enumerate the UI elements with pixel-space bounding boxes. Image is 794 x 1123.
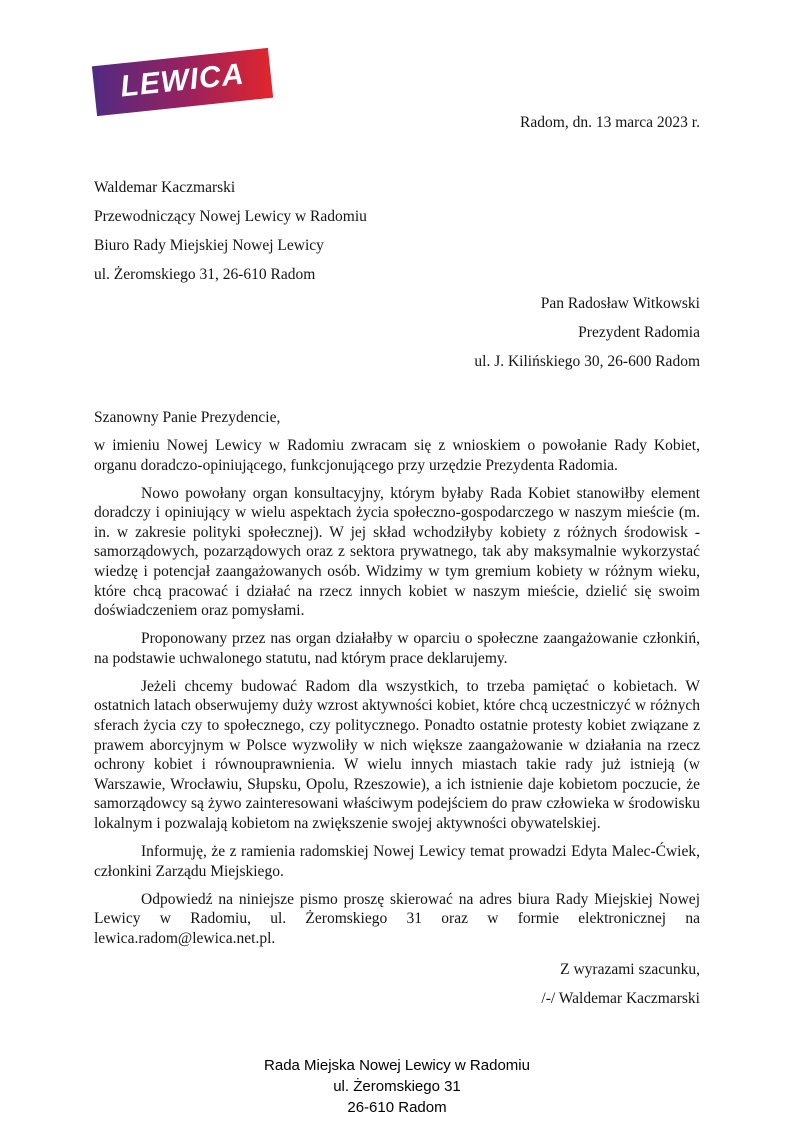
letter-paragraph-4: Jeżeli chcemy budować Radom dla wszystkich, to trzeba pamiętać o kobietach. W ostatnich latach obserwujemy duży wzrost aktywności kobiet, które chcą uczestniczyć w różnych sferach życia czy to społecznego, czy politycznego. Ponadto ostatnie protesty kobiet związane z prawem aborcyjnym w Polsce wyzwoliły w nich większe zaangażowanie w działania na rzecz ochrony kobiet i równouprawnienia. W wielu innych miastach takie rady już istnieją (w Warszawie, Wrocławiu, Słupsku, Opolu, Rzeszowie), a ich istnienie daje kobietom poczucie, że samorządowcy są żywo zainteresowani właściwym podejściem do praw człowieka w środowisku lokalnym i pozwalają kobietom na zwiększenie swojej aktywności obywatelskiej. — [94, 677, 700, 832]
footer-street: ul. Żeromskiego 31 — [333, 1077, 461, 1095]
lewica-logo — [92, 48, 273, 116]
date-line: Radom, dn. 13 marca 2023 r. — [520, 114, 700, 131]
signature: /-/ Waldemar Kaczmarski — [541, 990, 700, 1008]
letter-paragraph-6: Odpowiedź na niniejsze pismo proszę skierować na adres biura Rady Miejskiej Nowej Lewicy w Radomiu, ul. Żeromskiego 31 oraz w formie elektronicznej na lewica.radom@lewica.net.pl. — [94, 890, 700, 947]
sender-address: ul. Żeromskiego 31, 26-610 Radom — [94, 265, 316, 283]
letter-paragraph-1: w imieniu Nowej Lewicy w Radomiu zwracam się z wnioskiem o powołanie Rady Kobiet, organu doradczo-opiniującego, funkcjonującego przy urzędzie Prezydenta Radomia. — [94, 437, 700, 474]
lewica-logo-text: LEWICA — [118, 57, 246, 104]
sender-block — [94, 178, 700, 285]
sender-name: Waldemar Kaczmarski — [94, 178, 236, 196]
recipient-title: Prezydent Radomia — [578, 323, 700, 341]
recipient-name: Pan Radosław Witkowski — [540, 294, 700, 312]
letter-paragraph-5: Informuję, że z ramienia radomskiej Nowej Lewicy temat prowadzi Edyta Malec-Ćwiek, członkini Zarządu Miejskiego. — [94, 842, 700, 880]
closing-block — [94, 960, 700, 1009]
footer-city: 26-610 Radom — [347, 1098, 447, 1116]
recipient-address: ul. J. Kilińskiego 30, 26-600 Radom — [474, 352, 700, 370]
footer-organization: Rada Miejska Nowej Lewicy w Radomiu — [264, 1056, 530, 1074]
valediction: Z wyrazami szacunku, — [560, 961, 700, 979]
letter-paragraph-2: Nowo powołany organ konsultacyjny, którym byłaby Rada Kobiet stanowiłby element doradczy i opiniujący w wielu aspektach życia społeczno-gospodarczego w naszym mieście (m. in. w zakresie polityki społecznej). W jej skład wchodziłyby kobiety z różnych środowisk - samorządowych, pozarządowych oraz z sektora prywatnego, tak aby maksymalnie wykorzystać wiedzę i potencjał zaangażowanych osób. Widzimy w tym gremium kobiety w różnym wieku, które chcą pracować i działać na rzecz innych kobiet w naszym mieście, dzielić się swoim doświadczeniem oraz pomysłami. — [94, 484, 700, 620]
letter-footer — [94, 1055, 700, 1118]
sender-office: Biuro Rady Miejskiej Nowej Lewicy — [94, 236, 324, 254]
letter-paragraph-3: Proponowany przez nas organ działałby w oparciu o społeczne zaangażowanie członkiń, na podstawie uchwalonego statutu, nad którym prace deklarujemy. — [94, 630, 700, 667]
recipient-block — [94, 294, 700, 372]
sender-title: Przewodniczący Nowej Lewicy w Radomiu — [94, 207, 367, 225]
salutation: Szanowny Panie Prezydencie, — [94, 409, 281, 427]
